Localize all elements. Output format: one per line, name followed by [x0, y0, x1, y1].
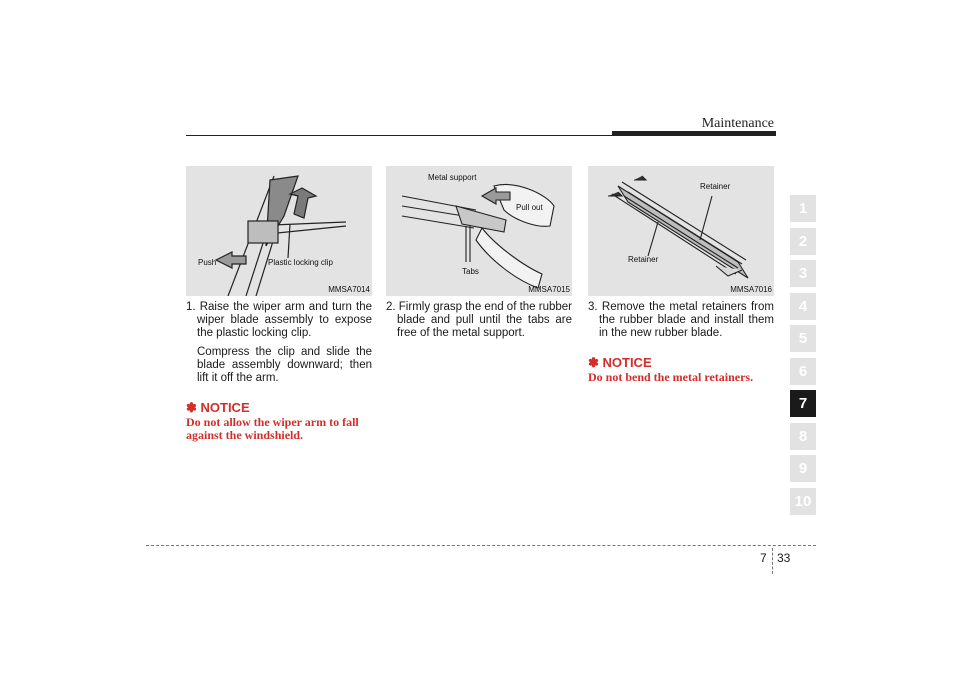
section-title: Maintenance [701, 116, 774, 131]
page-chapter-number: 7 [760, 551, 767, 565]
column-3-text [588, 301, 774, 384]
step-1: 1. Raise the wiper arm and turn the wiper blade assembly to expose the plastic locking clip. [186, 301, 372, 339]
chapter-tabs [790, 195, 816, 520]
label-pull-out: Pull out [516, 203, 543, 212]
chapter-tab-10[interactable]: 10 [790, 488, 816, 515]
chapter-tab-3[interactable]: 3 [790, 260, 816, 287]
figure-retainers [588, 166, 774, 296]
page-number: 33 [777, 551, 791, 565]
chapter-tab-5[interactable]: 5 [790, 325, 816, 352]
label-retainer-bottom: Retainer [628, 255, 659, 264]
chapter-tab-7[interactable]: 7 [790, 390, 816, 417]
chapter-tab-9[interactable]: 9 [790, 455, 816, 482]
step-1-continuation: Compress the clip and slide the blade assembly downward; then lift it off the arm. [197, 346, 372, 384]
step-2: 2. Firmly grasp the end of the rubber blade and pull until the tabs are free of the metal support. [386, 301, 573, 339]
header-rule-accent [612, 131, 776, 136]
figure-rubber-blade [386, 166, 572, 296]
column-2-text [386, 301, 572, 340]
chapter-tab-8[interactable]: 8 [790, 423, 816, 450]
chapter-tab-6[interactable]: 6 [790, 358, 816, 385]
chapter-tab-1[interactable]: 1 [790, 195, 816, 222]
rubber-blade-illustration [386, 166, 572, 296]
notice-title: ✽ NOTICE [186, 400, 250, 415]
column-1-text [186, 301, 372, 442]
notice-body: Do not allow the wiper arm to fall against the windshield. [186, 415, 359, 442]
step-3: 3. Remove the metal retainers from the rubber blade and install them in the new rubber blade. [588, 301, 774, 339]
figure-code: MMSA7014 [328, 285, 370, 294]
retainers-illustration [588, 166, 774, 296]
figure-wiper-arm [186, 166, 372, 296]
notice-body: Do not bend the metal retainers. [588, 370, 754, 384]
footer-divider [772, 548, 773, 574]
label-plastic-locking-clip: Plastic locking clip [268, 258, 333, 267]
figure-code: MMSA7015 [528, 285, 570, 294]
label-push: Push [198, 258, 217, 267]
figure-code: MMSA7016 [730, 285, 772, 294]
chapter-tab-2[interactable]: 2 [790, 228, 816, 255]
wiper-arm-illustration [186, 166, 372, 296]
label-retainer-top: Retainer [700, 182, 731, 191]
chapter-tab-4[interactable]: 4 [790, 293, 816, 320]
label-metal-support: Metal support [428, 173, 477, 182]
footer-rule [146, 545, 816, 546]
notice-title: ✽ NOTICE [588, 355, 652, 370]
label-tabs: Tabs [462, 267, 479, 276]
